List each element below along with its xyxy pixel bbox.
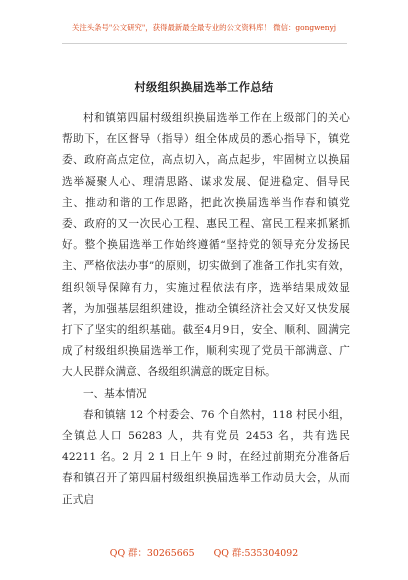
document-title: 村级组织换届选举工作总结 xyxy=(134,80,274,94)
section-heading: 一、基本情况 xyxy=(83,387,147,400)
section-paragraph: 春和镇辖 12 个村委会、76 个自然村，118 村民小组，全镇总人口 56283 人，共有党员 2453 名，共有选民 42211 名。2 月 2 1 日上午 9 时，在经过前期充分准备后春和镇召开了第四届村级组织换届选举工作动员大会，从而正式启 xyxy=(62,408,350,506)
footer xyxy=(0,545,408,559)
header-banner: 关注头条号"公文研究"，获得最新最全最专业的公文资料库！ 微信：gongwenyj xyxy=(71,23,337,32)
header-divider xyxy=(62,43,347,44)
qq-group-1: QQ 群：30265665 xyxy=(109,548,195,559)
document-body xyxy=(62,108,350,511)
qq-group-2: QQ 群:535304092 xyxy=(213,548,299,559)
intro-paragraph: 村和镇第四届村级组织换届选举工作在上级部门的关心帮助下，在区督导（指导）组全体成员的悉心指导下，镇党委、政府高点定位，高点切入，高点起步，牢固树立以换届选举凝聚人心、理清思路、谋求发展、促进稳定、倡导民主、推动和谐的工作思路，把此次换届选举当作春和镇党委、政府的又一次民心工程、惠民工程、富民工程来抓紧抓好。整个换届选举工作始终遵循“坚持党的领导充分发扬民主、严格依法办事”的原则，切实做到了准备工作扎实有效，组织领导保障有力，实施过程依法有序，选举结果成效显著，为加强基层组织建设，推动全镇经济社会又好又快发展打下了坚实的组织基础。截至4月9日，安全、顺利、圆满完成了村级组织换届选举工作，顺利实现了党员干部满意、广大人民群众满意、各级组织满意的既定目标。 xyxy=(62,112,350,379)
